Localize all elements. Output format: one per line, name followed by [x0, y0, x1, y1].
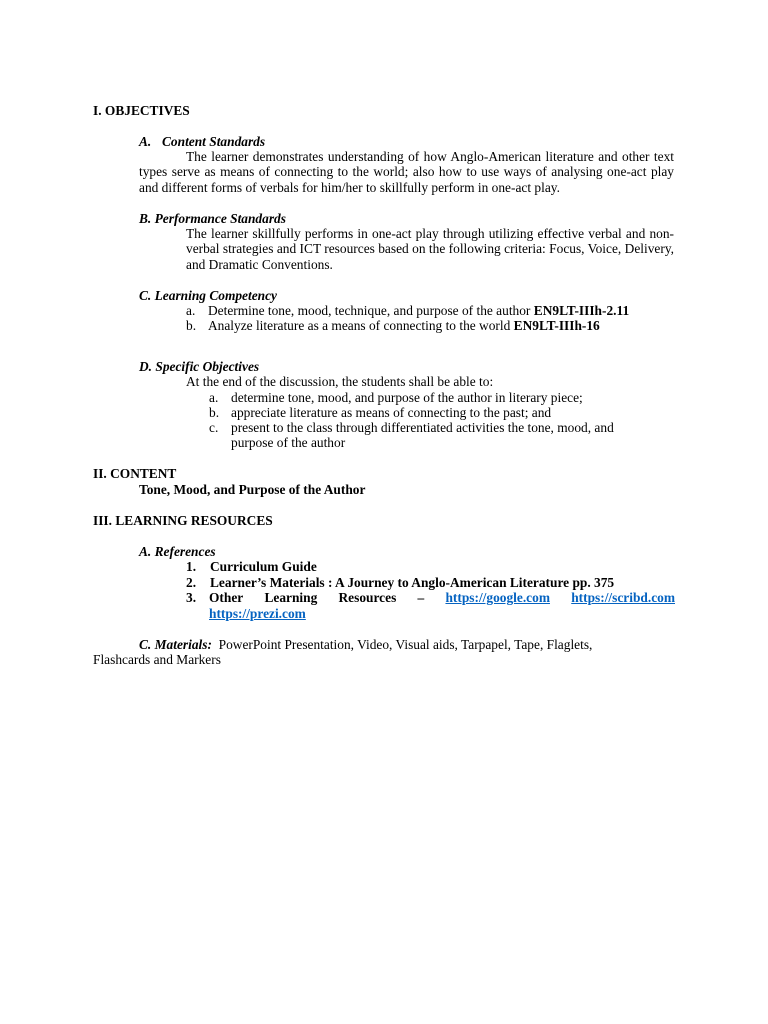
performance-standards-body: The learner skillfully performs in one-act play through utilizing effective verbal and non-verbal strategies and ICT resources based on the following criteria: Focus, Voice, Delivery, and Dramatic Conventions. [186, 226, 674, 272]
other-resources-word: Other [209, 590, 244, 605]
specific-objective-item [209, 420, 614, 435]
references-title: A. References [139, 544, 216, 559]
objective-marker: b. [209, 405, 220, 420]
content-standards-label: Content Standards [162, 134, 266, 149]
resources-heading: III. LEARNING RESOURCES [93, 513, 273, 528]
objective-text-continued: purpose of the author [231, 435, 346, 450]
materials-line [139, 637, 592, 652]
specific-objectives-intro: At the end of the discussion, the students shall be able to: [186, 374, 494, 389]
other-resources-line [209, 590, 675, 605]
competency-code: EN9LT-IIIh-2.11 [533, 303, 630, 318]
other-resources-word: Learning [264, 590, 318, 605]
reference-item [186, 590, 210, 605]
objective-marker: a. [209, 390, 219, 405]
performance-standards-title: B. Performance Standards [139, 211, 286, 226]
objective-text: appreciate literature as means of connecting to the past; and [231, 405, 552, 420]
scribd-link[interactable]: https://scribd.com [571, 590, 675, 605]
content-standards-body: The learner demonstrates understanding of how Anglo-American literature and other text types serve as means of connecting to the world; also how to use ways of analysing one-act play and different forms of verbals for him/her to skillfully perform in one-act play. [139, 149, 674, 195]
competency-marker: b. [186, 318, 197, 333]
reference-text: Curriculum Guide [210, 559, 317, 574]
content-standards-letter: A. [139, 134, 152, 149]
reference-marker: 3. [186, 590, 197, 605]
prezi-link[interactable]: https://prezi.com [209, 606, 306, 621]
specific-objective-item [209, 405, 551, 420]
google-link[interactable]: https://google.com [445, 590, 550, 605]
specific-objectives-title: D. Specific Objectives [139, 359, 260, 374]
reference-item [186, 575, 614, 590]
competency-text: Determine tone, mood, technique, and purpose of the author [208, 303, 531, 318]
competency-item [186, 303, 629, 318]
materials-text-continued: Flashcards and Markers [93, 652, 221, 667]
other-resources-word: – [417, 590, 425, 605]
materials-label: C. Materials: [139, 637, 212, 652]
objectives-heading: I. OBJECTIVES [93, 103, 190, 118]
content-standards-title [139, 134, 265, 149]
objective-text: determine tone, mood, and purpose of the author in literary piece; [231, 390, 583, 405]
competency-marker: a. [186, 303, 196, 318]
prezi-link-line [209, 606, 306, 621]
competency-item [186, 318, 600, 333]
specific-objective-item [209, 390, 583, 405]
objective-text: present to the class through differentiated activities the tone, mood, and [231, 420, 614, 435]
learning-competency-title: C. Learning Competency [139, 288, 277, 303]
competency-text: Analyze literature as a means of connecting to the world [208, 318, 511, 333]
reference-item [186, 559, 317, 574]
content-topic: Tone, Mood, and Purpose of the Author [139, 482, 366, 497]
reference-marker: 2. [186, 575, 197, 590]
competency-code: EN9LT-IIIh-16 [513, 318, 600, 333]
objective-marker: c. [209, 420, 219, 435]
reference-text: Learner’s Materials : A Journey to Anglo-American Literature pp. 375 [210, 575, 615, 590]
other-resources-word: Resources [338, 590, 397, 605]
materials-text: PowerPoint Presentation, Video, Visual aids, Tarpapel, Tape, Flaglets, [218, 637, 593, 652]
reference-marker: 1. [186, 559, 197, 574]
content-heading: II. CONTENT [93, 466, 177, 481]
